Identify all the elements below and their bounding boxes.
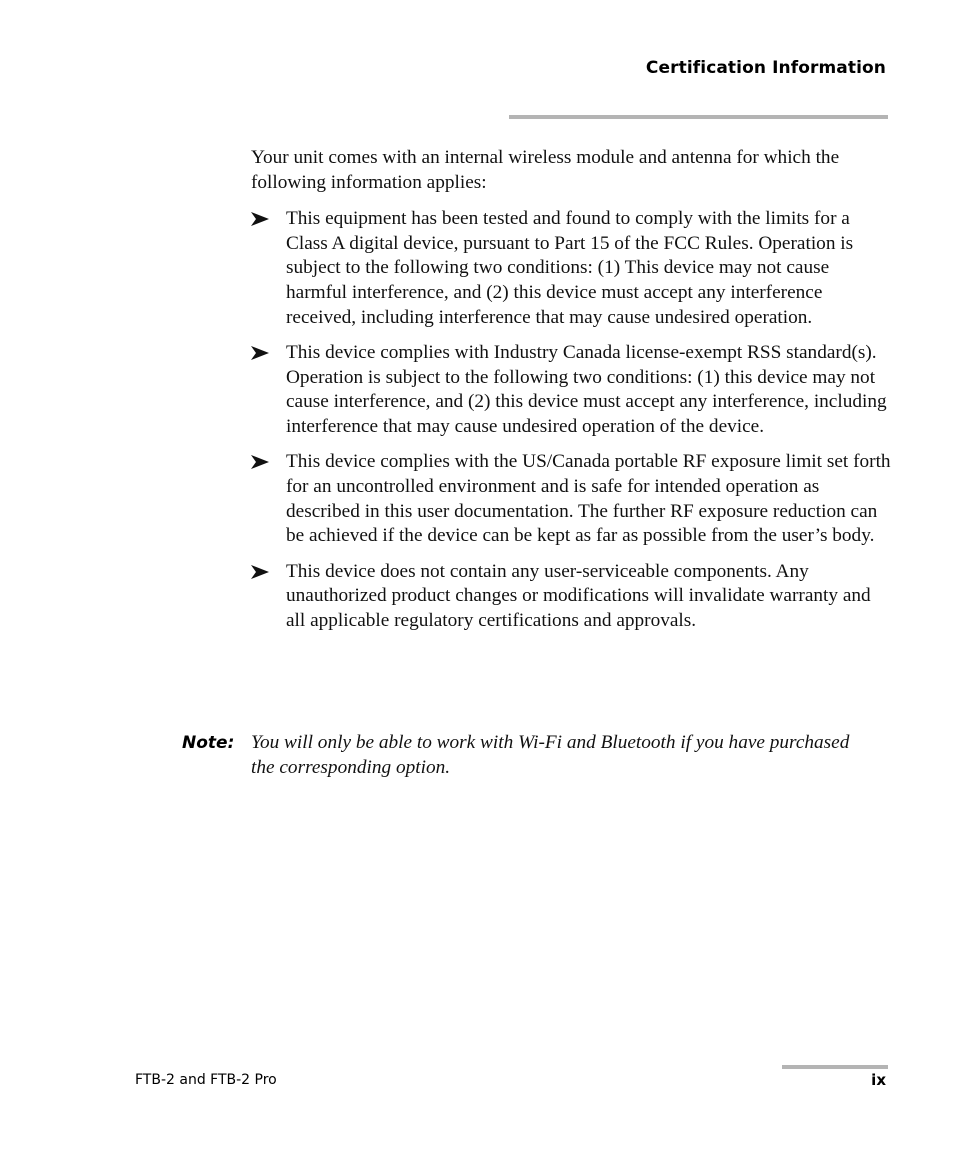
footer-product-name: FTB-2 and FTB-2 Pro <box>135 1072 277 1088</box>
page-header-title: Certification Information <box>645 58 886 78</box>
bullet-item-rf-exposure <box>251 450 891 549</box>
bullet-text: This device complies with the US/Canada portable RF exposure limit set forth for an uncontrolled environment and is safe for intended operation as described in this user documentation. The further RF exposure reduction can be achieved if the device can be kept as far as possible from the user’s body. <box>286 451 891 547</box>
bullet-text: This device does not contain any user-serviceable components. Any unauthorized product changes or modifications will invalidate warranty and all applicable regulatory certifications and approvals. <box>286 560 871 632</box>
bullet-text: This device complies with Industry Canada license-exempt RSS standard(s). Operation is subject to the following two conditions: (1) this device may not cause interference, and (2) this device must accept any interference, including interference that may cause undesired operation of the device. <box>286 342 887 438</box>
bullet-item-industry-canada <box>251 341 891 440</box>
bullet-item-fcc <box>251 207 891 331</box>
header-divider <box>509 115 888 119</box>
bullet-text: This equipment has been tested and found to comply with the limits for a Class A digital device, pursuant to Part 15 of the FCC Rules. Operation is subject to the following two conditions: (1) This device may not cause harmful interference, and (2) this device must accept any interference received, including interference that may cause undesired operation. <box>286 208 854 328</box>
arrowhead-bullet-icon <box>251 346 269 360</box>
note-label: Note: <box>182 733 235 753</box>
arrowhead-bullet-icon <box>251 455 269 469</box>
footer-divider <box>782 1065 888 1069</box>
page-number: ix <box>871 1071 886 1089</box>
intro-paragraph: Your unit comes with an internal wireless module and antenna for which the following information applies: <box>251 147 840 193</box>
arrowhead-bullet-icon <box>251 212 269 226</box>
note-text: You will only be able to work with Wi-Fi and Bluetooth if you have purchased the corresponding option. <box>251 732 850 778</box>
bullet-item-serviceable <box>251 560 891 634</box>
compliance-bullet-list <box>251 207 891 644</box>
arrowhead-bullet-icon <box>251 565 269 579</box>
